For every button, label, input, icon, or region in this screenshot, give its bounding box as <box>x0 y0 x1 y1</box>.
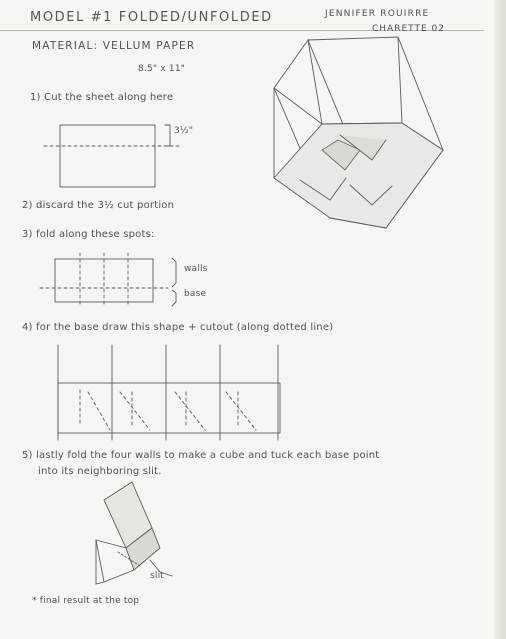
step5-slit-label: slit <box>150 571 165 581</box>
author-name: JENNIFER ROUIRRE <box>325 9 430 19</box>
step1-text: 1) Cut the sheet along here <box>30 92 174 103</box>
step1-sheet-sketch <box>44 125 180 187</box>
step4-base-cutout-sketch <box>58 345 280 440</box>
step3-text: 3) fold along these spots: <box>22 229 155 240</box>
step5-partial-fold-sketch <box>96 482 172 584</box>
step1-measure-label: 3½" <box>174 126 194 136</box>
step4-text: 4) for the base draw this shape + cutout (along dotted line) <box>22 322 334 333</box>
step5-text-line2: into its neighboring slit. <box>38 466 162 477</box>
material-label: MATERIAL: VELLUM PAPER <box>32 40 196 52</box>
step3-base-label: base <box>184 289 207 299</box>
page-title: MODEL #1 FOLDED/UNFOLDED <box>30 10 273 25</box>
folded-cube-sketch <box>274 37 443 228</box>
step3-fold-strip-sketch <box>40 253 176 306</box>
step3-walls-label: walls <box>184 264 208 274</box>
step2-text: 2) discard the 3½ cut portion <box>22 200 175 211</box>
final-result-note: * final result at the top <box>32 596 140 606</box>
course-label: CHARETTE 02 <box>372 24 445 34</box>
material-size: 8.5" x 11" <box>138 64 186 74</box>
step5-text-line1: 5) lastly fold the four walls to make a cube and tuck each base point <box>22 450 380 461</box>
